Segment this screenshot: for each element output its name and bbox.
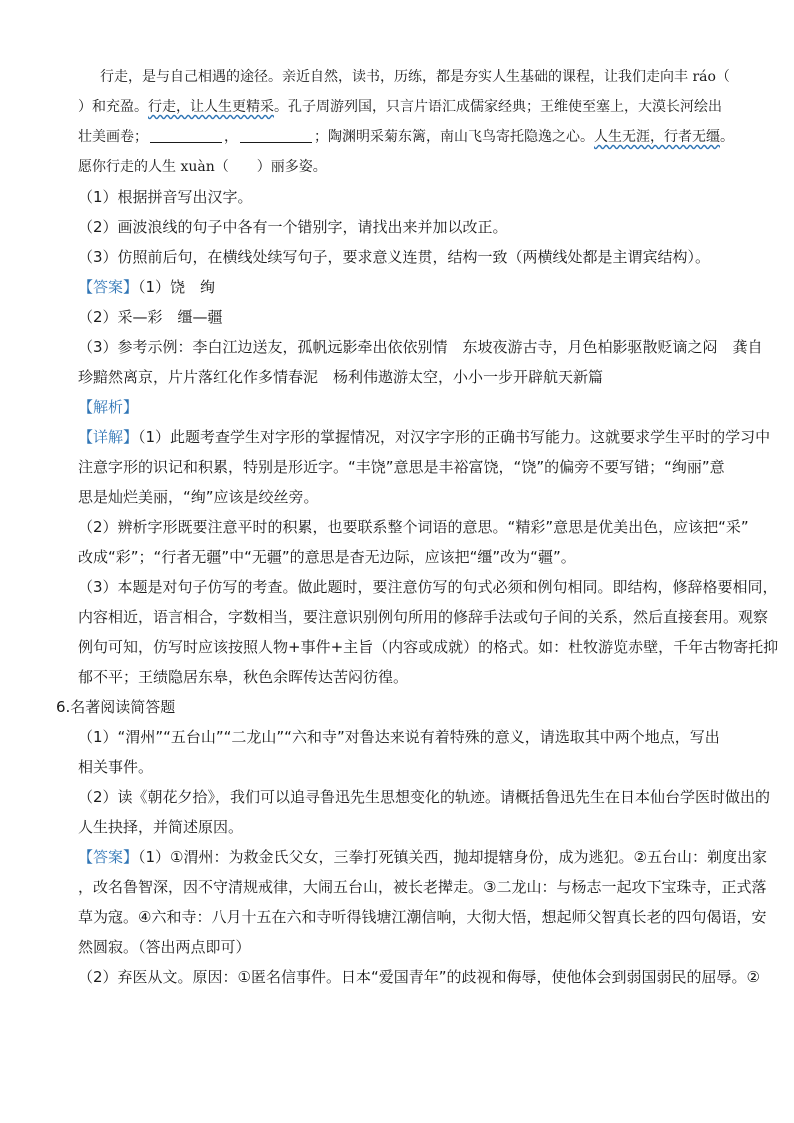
q5-answer-line-3: （3）参考示例：李白江边送友，孤帆远影牵出依依别情 东坡夜游古寺，月色柏影驱散贬谪之闷 龚自 (78, 338, 763, 356)
answer-tag: 【答案】 (78, 278, 139, 296)
answer-text: （1）①渭州：为救金氏父女，三拳打死镇关西，抛却提辖身份，成为逃犯。②五台山：剃度出家 (138, 848, 767, 866)
q5-item-3: （3）仿照前后句，在横线处续写句子，要求意义连贯，结构一致（两横线处都是主谓宾结构）。 (78, 248, 711, 266)
q6-item-2-line-2: 人生抉择，并简述原因。 (78, 818, 244, 836)
q5-detail-line-7: 内容相近，语言相合，字数相当，要注意识别例句所用的修辞手法或句子间的关系，然后直接套用。观察 (78, 608, 769, 626)
q5-item-1: （1）根据拼音写出汉字。 (78, 188, 253, 206)
passage-text: 愿你行走的人生 xuàn（ ）丽多姿。 (78, 159, 327, 175)
passage-line-2 (78, 92, 724, 122)
detail-tag: 【详解】 (78, 428, 139, 446)
q5-answer-line-1 (78, 272, 724, 302)
passage-text: 。 (720, 129, 734, 145)
q6-answer-line-5: （2）弃医从文。原因：①匿名信事件。日本“爱国青年”的歧视和侮辱，使他体会到弱国弱民的屈辱。② (78, 968, 760, 986)
q6-item-1-line-2: 相关事件。 (78, 758, 154, 776)
passage-line-3 (78, 122, 734, 152)
fill-blank-1[interactable] (150, 126, 222, 143)
q6-answer-line-2: ，改名鲁智深，因不守清规戒律，大闹五台山，被长老撵走。③二龙山：与杨志一起攻下宝珠寺，正式落 (78, 878, 767, 896)
answer-text: （1）饶 绚 (138, 278, 216, 296)
wavy-sentence-2: 人生无涯，行者无缰 (594, 129, 720, 145)
passage-text: ）和充盈。 (78, 99, 148, 115)
q5-detail-line-9: 郁不平；王绩隐居东皋，秋色余晖传达苦闷彷徨。 (78, 668, 409, 686)
q5-detail-line-2: 注意字形的识记和积累，特别是形近字。“丰饶”意思是丰裕富饶，“饶”的偏旁不要写错；“绚丽”意 (78, 458, 725, 476)
fill-blank-2[interactable] (240, 126, 312, 143)
analysis-tag: 【解析】 (78, 398, 139, 416)
passage-text: ， (224, 129, 238, 145)
q6-answer-line-4: 然圆寂。（答出两点即可） (78, 938, 251, 956)
q5-detail-line-5: 改成“彩”；“行者无疆”中“无疆”的意思是杳无边际，应该把“缰”改为“疆”。 (78, 548, 576, 566)
document-page (56, 62, 779, 992)
q5-detail-line-6: （3）本题是对句子仿写的考查。做此题时，要注意仿写的句式必须和例句相同。即结构，修辞格要相同， (78, 578, 778, 596)
q6-item-1-line-1: （1）“渭州”“五台山”“二龙山”“六和寺”对鲁达来说有着特殊的意义，请选取其中两个地点，写出 (78, 728, 720, 746)
wavy-sentence-1: 行走，让人生更精采 (148, 99, 274, 115)
passage-line-1 (78, 62, 730, 92)
q5-detail-line-8: 例句可知，仿写时应该按照人物+事件+主旨（内容或成就）的格式。如：杜牧游览赤壁，千年古物寄托抑 (78, 638, 779, 656)
question-6 (56, 692, 771, 992)
passage-text: 行走，是与自己相遇的途径。亲近自然，读书，历练，都是夯实人生基础的课程，让我们走向丰 ráo（ (100, 69, 730, 85)
passage-line-4 (78, 152, 724, 182)
q5-detail-line-4: （2）辨析字形既要注意平时的积累，也要联系整个词语的意思。“精彩”意思是优美出色，应该把“采” (78, 518, 749, 536)
answer-tag: 【答案】 (78, 848, 139, 866)
q6-answer-line-3: 草为寇。④六和寺：八月十五在六和寺听得钱塘江潮信响，大彻大悟，想起师父智真长老的四句偈语，安 (78, 908, 767, 926)
q5-answer-line-2: （2）采—彩 缰—疆 (78, 308, 223, 326)
q5-detail-line-3: 思是灿烂美丽，“绚”应该是绞丝旁。 (78, 488, 319, 506)
q5-answer-line-4: 珍黯然离京，片片落红化作多情春泥 杨利伟遨游太空，小小一步开辟航天新篇 (78, 368, 604, 386)
passage (78, 62, 734, 182)
passage-text: 。孔子周游列国，只言片语汇成儒家经典；王维使至塞上，大漠长河绘出 (274, 99, 722, 115)
passage-text: 壮美画卷； (78, 129, 148, 145)
passage-text: ；陶渊明采菊东篱，南山飞鸟寄托隐逸之心。 (314, 129, 594, 145)
q6-item-2-line-1: （2）读《朝花夕拾》，我们可以追寻鲁迅先生思想变化的轨迹。请概括鲁迅先生在日本仙台学医时做出的 (78, 788, 771, 806)
detail-text: （1）此题考查学生对字形的掌握情况，对汉字字形的正确书写能力。这就要求学生平时的学习中 (138, 428, 771, 446)
q6-answer-line-1 (78, 842, 767, 872)
question-5 (78, 182, 779, 692)
q6-title: 6.名著阅读简答题 (56, 698, 176, 716)
q5-detail-line-1 (78, 422, 771, 452)
q5-item-2: （2）画波浪线的句子中各有一个错别字，请找出来并加以改正。 (78, 218, 508, 236)
